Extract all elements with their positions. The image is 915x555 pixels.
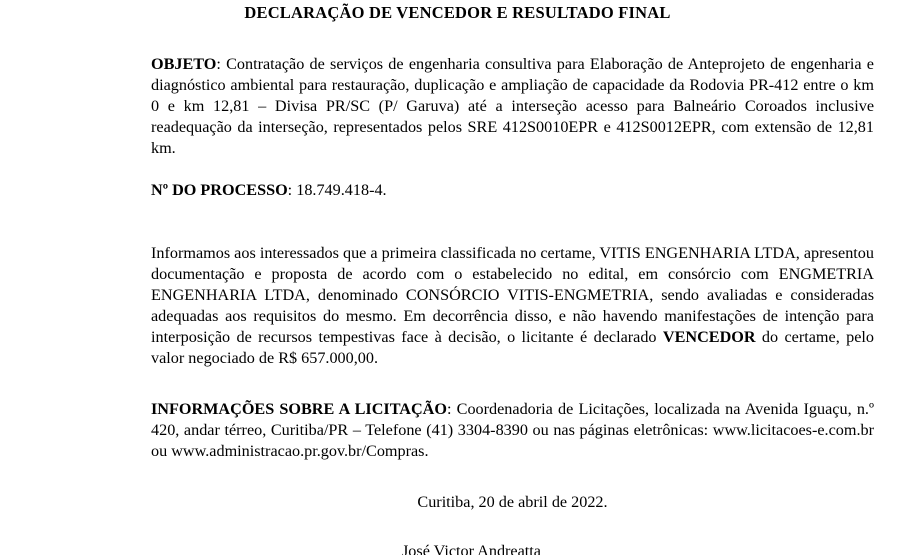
vencedor-label: VENCEDOR bbox=[662, 328, 756, 346]
paragraph-processo bbox=[151, 180, 874, 201]
informacoes-label: INFORMAÇÕES SOBRE A LICITAÇÃO bbox=[151, 400, 447, 418]
objeto-text: Contratação de serviços de engenharia consultiva para Elaboração de Anteprojeto de engenharia e diagnóstico ambiental para restauração, duplicação e ampliação de capacidade da Rodovia PR-412 entre o km 0 e km 12,81 – Divisa PR/SC (P/ Garuva) até a interseção acesso para Balneário Coroados inclusive readequação da interseção, representados pelos SRE 412S0010EPR e 412S0012EPR, com extensão de 12,81 km. bbox=[151, 55, 874, 157]
resultado-text-after: do certame, pelo valor negociado de R$ 657.000,00. bbox=[151, 328, 874, 367]
paragraph-objeto bbox=[151, 54, 874, 159]
informacoes-separator: : bbox=[446, 400, 452, 418]
paragraph-resultado bbox=[151, 243, 874, 369]
processo-separator: : bbox=[287, 181, 293, 199]
objeto-separator: : bbox=[216, 55, 221, 73]
informacoes-text: Coordenadoria de Licitações, localizada na Avenida Iguaçu, n.º 420, andar térreo, Curitiba/PR – Telefone (41) 3304-8390 ou nas páginas eletrônicas: www.licitacoes-e.com.br ou www.administracao.pr.gov.br/Compras. bbox=[151, 400, 874, 460]
spacer-after-title bbox=[0, 24, 915, 54]
processo-number: 18.749.418-4. bbox=[292, 181, 387, 199]
paragraph-informacoes bbox=[151, 399, 874, 462]
local-and-date: Curitiba, 20 de abril de 2022. bbox=[417, 493, 608, 511]
spacer-after-processo bbox=[151, 201, 874, 243]
resultado-text-before: Informamos aos interessados que a primeira classificada no certame, VITIS ENGENHARIA LTDA, apresentou documentação e proposta de acordo com o estabelecido no edital, em consórcio com ENGMETRIA ENGENHARIA LTDA, denominado CONSÓRCIO VITIS-ENGMETRIA, sendo avaliadas e consideradas adequadas aos requisitos do mesmo. Em decorrência disso, e não havendo manifestações de intenção para interposição de recursos tempestivas face à decisão, o licitante é declarado bbox=[151, 244, 874, 346]
signature-block bbox=[110, 541, 833, 555]
document-body bbox=[41, 54, 874, 513]
spacer-after-informacoes bbox=[151, 462, 874, 492]
spacer-after-resultado bbox=[151, 369, 874, 399]
spacer-after-objeto bbox=[151, 159, 874, 180]
processo-label: Nº DO PROCESSO bbox=[151, 181, 288, 199]
page-title: DECLARAÇÃO DE VENCEDOR E RESULTADO FINAL bbox=[244, 3, 671, 22]
objeto-label: OBJETO bbox=[151, 55, 217, 73]
signatory-name: José Victor Andreatta bbox=[402, 542, 541, 555]
